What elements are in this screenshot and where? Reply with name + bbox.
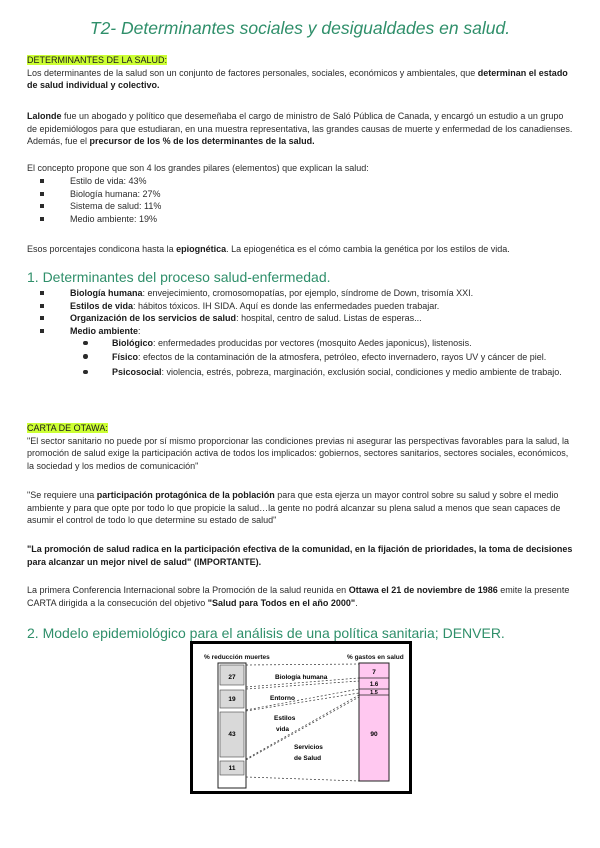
label-services: Servicios	[294, 744, 323, 751]
right-header: % gastos en salud	[347, 654, 404, 661]
right-value: 1.6	[369, 682, 379, 688]
epigenetics-paragraph: Esos porcentajes condicona hasta la epiognética. La epiogenética es el cómo cambia la genética por los estilos de vida.	[27, 244, 510, 254]
denver-model-figure	[190, 641, 412, 794]
list-item: Biología humana: 27%	[70, 188, 575, 201]
left-value: 27	[228, 674, 236, 681]
right-value: 1.5	[370, 690, 378, 696]
label-environment: Entorno	[270, 695, 295, 702]
label-lifestyle-2: vida	[276, 726, 290, 733]
left-value: 19	[228, 696, 236, 703]
sub-list-item: Biológico: enfermedades producidas por vectores (mosquito Aedes japonicus), listenosis.	[112, 337, 567, 350]
label-services-2: de Salud	[294, 755, 322, 762]
sub-list-item: Psicosocial: violencia, estrés, pobreza, marginación, exclusión social, condiciones y medio ambiente de trabajo.	[112, 366, 567, 379]
otawa-quote-2: "Se requiere una participación protagónica de la población para que esta ejerza un mayor control sobre su salud y sobre el medio ambiente y para que opte por todo lo que propicie la salud…la gente no podrá alcanzar su plena salud a menos que sean capaces de asumir el control de todo lo que determine su estado de salud"	[27, 490, 561, 525]
list-item: Organización de los servicios de salud: hospital, centro de salud. Listas de esperas...	[70, 312, 575, 325]
list-item: Estilos de vida: hábitos tóxicos. IH SIDA. Aquí es donde las enfermedades pueden trabajar.	[70, 300, 575, 313]
left-header: % reducción muertes	[204, 654, 270, 661]
label-biology: Biología humana	[275, 674, 328, 681]
list-item: Biología humana: envejecimiento, cromosomopatías, por ejemplo, síndrome de Down, trisomía XXI.	[70, 287, 575, 300]
lalonde-paragraph: Lalonde fue un abogado y político que desemeñaba el cargo de ministro de Saló Pública de Canada, y encargó un estudio a un grupo de epidemiólogos para que estudiaran, en una muestra representativa, las grandes causas de muerte y enfermedad de los canadienses. Además, fue el precursor de los % de los determinantes de la salud.	[27, 111, 573, 146]
section-1-heading: 1. Determinantes del proceso salud-enfermedad.	[27, 269, 331, 285]
right-value: 90	[370, 731, 378, 738]
otawa-quote-3: "La promoción de salud radica en la participación efectiva de la comunidad, en la fijación de prioridades, la toma de decisiones para alcanzar un mejor nivel de salud" (IMPORTANTE).	[27, 544, 573, 567]
section-2-heading: 2. Modelo epidemiológico para el análisis de una política sanitaria; DENVER.	[27, 625, 505, 641]
sub-list-item: Físico: efectos de la contaminación de la atmosfera, petróleo, efecto invernadero, rayos UV y cáncer de piel.	[112, 351, 567, 364]
otawa-section	[27, 422, 575, 472]
left-value: 11	[228, 765, 236, 772]
list-item: Estilo de vida: 43%	[70, 175, 575, 188]
section-1-list	[27, 287, 575, 379]
otawa-heading: CARTA DE OTAWA:	[27, 423, 108, 433]
determinants-section	[27, 54, 575, 92]
otawa-quote-1: "El sector sanitario no puede por sí mismo proporcionar las condiciones previas ni asegurar las perspectivas favorables para la salud, la promoción de salud exige la participación activa de todos los implicados: gobiernos, sectores sanitarios, sectores sociales, económicos, la sociedad y los medios de comunicación"	[27, 435, 569, 471]
pillars-list	[27, 175, 575, 225]
conference-paragraph: La primera Conferencia Internacional sobre la Promoción de la salud reunida en Ottawa el 21 de noviembre de 1986 emite la presente CARTA dirigida a la consecución del objetivo "Salud para Todos en el año 2000".	[27, 585, 570, 608]
concept-paragraph: El concepto propone que son 4 los grandes pilares (elementos) que explican la salud:	[27, 163, 369, 173]
right-value: 7	[372, 669, 376, 676]
list-item: Sistema de salud: 11%	[70, 200, 575, 213]
determinants-intro: Los determinantes de la salud son un conjunto de factores personales, sociales, económicos y ambientales, que determinan el estado de salud individual y colectivo.	[27, 67, 568, 90]
page-title: T2- Determinantes sociales y desigualdades en salud.	[89, 18, 511, 38]
right-column	[359, 663, 389, 781]
label-lifestyle: Estilos	[274, 715, 296, 722]
determinants-heading: DETERMINANTES DE LA SALUD:	[27, 55, 168, 65]
list-item: Medio ambiente: Biológico: enfermedades producidas por vectores (mosquito Aedes japonicus), listenosis. Físico: efectos de la contaminación de la atmosfera, petróleo, efecto invernadero, rayos UV y cáncer de piel. Psicosocial: violencia, estrés, pobreza, marginación, exclusión social, condiciones y medio ambiente de trabajo.	[70, 325, 575, 379]
left-value: 43	[228, 731, 236, 738]
list-item: Medio ambiente: 19%	[70, 213, 575, 226]
